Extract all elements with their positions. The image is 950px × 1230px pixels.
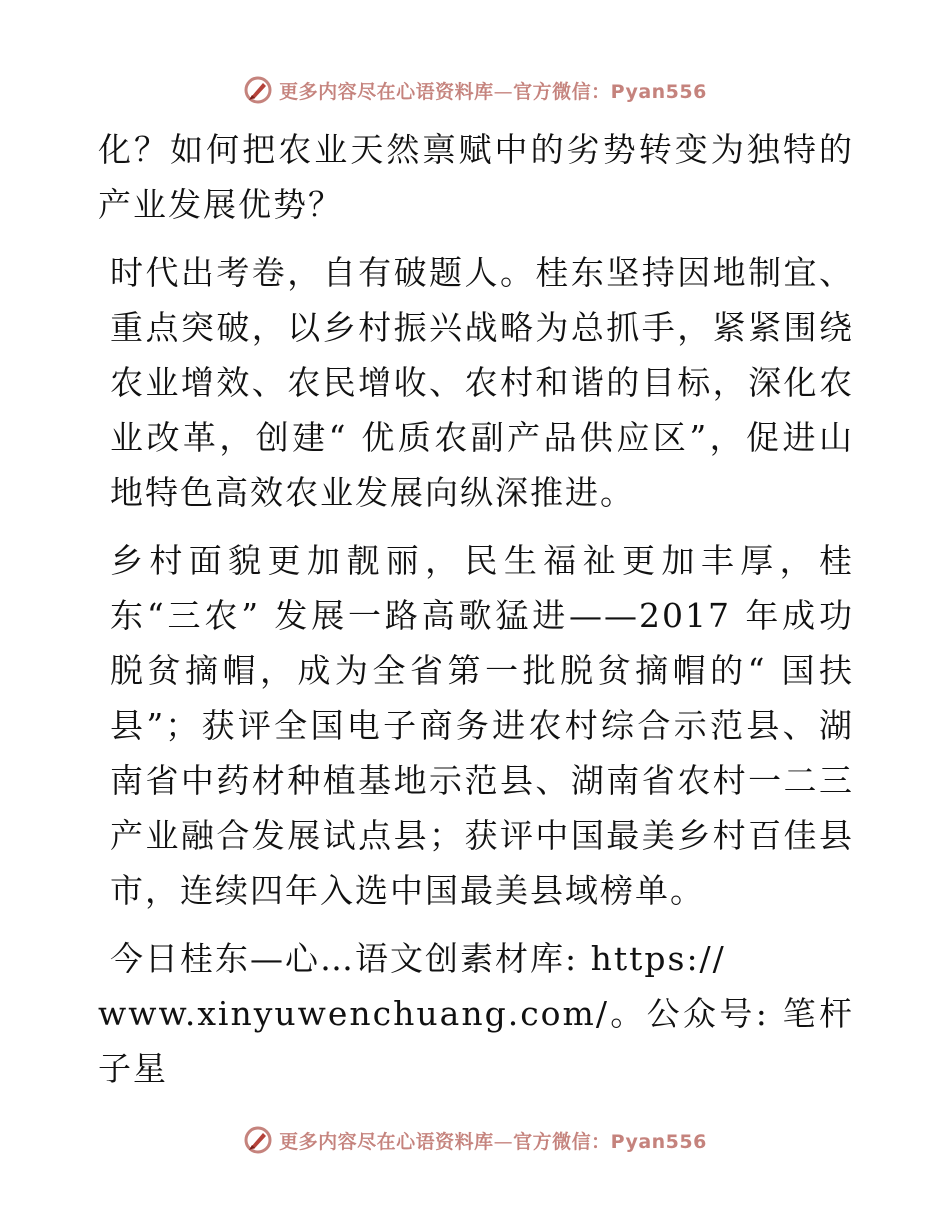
pen-nib-logo-icon (243, 75, 273, 105)
paragraph-continued: 化？如何把农业天然禀赋中的劣势转变为独特的产业发展优势？ (98, 130, 854, 224)
header-banner (0, 70, 950, 110)
paragraph-reform: 时代出考卷，自有破题人。桂东坚持因地制宜、重点突破，以乡村振兴战略为总抓手，紧紧围绕农业增效、农民增收、农村和谐的目标，深化农业改革，创建“ 优质农副产品供应区”，促进山地特色高效农业发展向纵深推进。 (110, 253, 854, 512)
footer-banner (0, 1120, 950, 1160)
paragraph-achievements: 乡村面貌更加靓丽，民生福祉更加丰厚，桂东“三农” 发展一路高歌猛进——2017 年成功脱贫摘帽，成为全省第一批脱贫摘帽的“ 国扶县”；获评全国电子商务进农村综合示范县、湖南省中药材种植基地示范县、湖南省农村一二三产业融合发展试点县；获评中国最美乡村百佳县市，连续四年入选中国最美县域榜单。 (110, 541, 854, 910)
document-body (98, 122, 854, 1096)
header-banner-text: 更多内容尽在心语资料库—官方微信：Pyan556 (279, 80, 707, 103)
footer-banner-text: 更多内容尽在心语资料库—官方微信：Pyan556 (279, 1130, 707, 1153)
paragraph-source-url: www.xinyuwenchuang.com/。公众号: 笔杆子星 (98, 994, 854, 1088)
pen-nib-logo-icon (243, 1125, 273, 1155)
paragraph-source-line: 今日桂东—心…语文创素材库: https:// (110, 939, 726, 978)
